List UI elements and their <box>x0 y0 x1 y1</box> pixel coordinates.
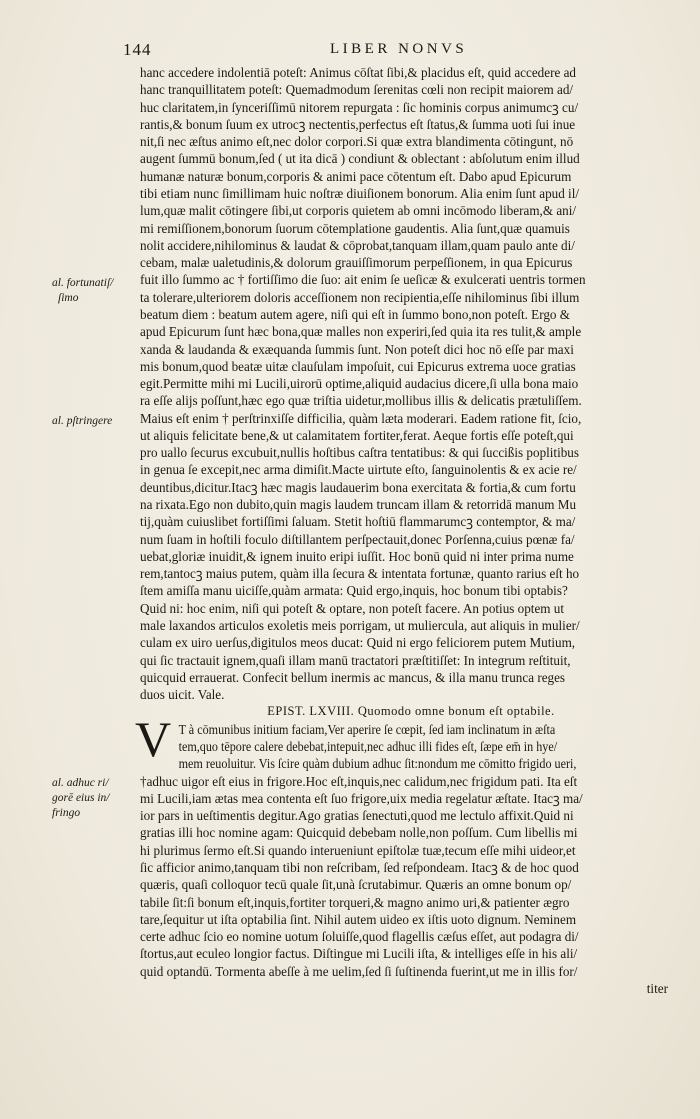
text-line: augent ſummū bonum,ſed ( ut ita dicā ) condiunt & oblectant : abſolutum enim illud <box>140 151 580 167</box>
text-line: hanc accedere indolentiā poteſt: Animus cōſtat ſibi,& placidus eſt, quid accedere ad <box>140 65 576 80</box>
marginal-note-line: al. pſtringere <box>52 415 113 427</box>
text-line: tem,quo tēpore calere debebat,intepuit,nec adhuc illi fides eſt, ſæpe em̄ in hye/ <box>178 738 558 754</box>
epistle-heading: EPIST. LXVIII. Quomodo omne bonum eſt optabile. <box>267 704 555 719</box>
text-line: Quid ni: hoc enim, niſi qui poteſt & optare, non poteſt facere. An potius optem ut <box>140 600 565 616</box>
text-line: Maius eſt enim † perſtrinxiſſe difficilia, quàm læta moderari. Eadem ratione fit, ſcio, <box>140 410 582 426</box>
text-line: beatum diem : beatum autem agere, niſi qui eſt in ſummo bono,non poteſt. Ergo & <box>140 306 570 322</box>
letter-ending-block <box>140 64 682 703</box>
text-line: mis bonum,quod beatæ uitæ clauſulam impoſuit, cui Epicurus extrema uoce gratias <box>140 358 576 374</box>
text-line: quicquid errauerat. Confecit bellum inermis ac mancus, & illa manu trunca reges <box>140 669 566 685</box>
text-line: huc claritatem,in ſynceriſſimū nitorem repurgata : ſic hominis corpus animumcꝫ cu/ <box>140 99 579 115</box>
text-line: ſtem amiſſa manu uiciſſe,quàm armata: Quid ergo,inquis, hoc bonum tibi optabis? <box>140 583 568 599</box>
text-line: male laxandos articulos exoletis meis porrigam, ut muliercula, aut aliquis in mulier/ <box>140 618 580 633</box>
text-line: quid optandū. Tormenta abeſſe à me uelim,ſed ſi ſuſtinenda fuerint,ut me in illis for/ <box>140 963 578 979</box>
text-line: cebam, malæ ualetudinis,& dolorum grauiſſimorum perpeſſionem, in qua Epicurus <box>140 255 573 271</box>
text-line: uebat,gloriæ inuidit,& ignem inuito eripi iuſſit. Hoc bonū quid ni inter prima nume <box>140 548 574 564</box>
text-line: nit,ſi nec æſtus animo eſt,nec dolor corpori.Si quæ extra blandimenta cōtingunt, nō <box>140 134 574 150</box>
text-line: tare,ſequitur ut iſta optabilia ſint. Nihil autem uideo ex iſtis uoto dignum. Neminem <box>140 911 577 927</box>
text-line: mi remiſſionem,bonorum ſuorum cōtemplatione gaudentis. Alia ſunt,quæ quamuis <box>140 220 570 236</box>
text-line: na rixata.Ego non dubito,quin magis laudem truncam illam & retorridā manum Mu <box>140 497 577 513</box>
text-line: pro uallo ſecurus excubuit,nullis hoſtibus caſtra tentatibus: & qui ſuccißis poplitibus <box>140 445 579 461</box>
marginal-note-line: al. adhuc ri/ <box>52 777 109 789</box>
marginal-note-fortunatissimo <box>52 276 142 306</box>
drop-cap: V <box>135 711 172 767</box>
text-line: num ſuam in hoſtili foculo diſtillantem perſpectauit,donec Porſenna,cuius pœnæ fa/ <box>140 531 575 547</box>
text-line: ta tolerare,ulteriorem doloris acceſſionem non recipientia,eſſe nihilominus ſibi illum <box>140 289 580 305</box>
running-head: LIBER NONVS <box>330 41 468 57</box>
text-line: xanda & laudanda & exæquanda ſummis ſunt. Non poteſt dici hoc nō eſſe par maxi <box>140 341 574 357</box>
text-line: †adhuc uigor eſt eius in frigore.Hoc eſt,inquis,nec calidum,nec frigidum pati. Ita eſt <box>140 773 578 789</box>
text-line: ra eſſe alijs poſſunt,hæc ego quæ triſtia uidetur,mollibus illis & delicatis prætuliſſem. <box>140 393 582 409</box>
text-line: apud Epicurum ſunt hæc bona,quæ malles non experiri,ſed quia ita res tulit,& ample <box>140 324 582 340</box>
text-line: rem,tantocꝫ maius putem, quàm illa ſecura & intentata fortunæ, quanto rarius eſt ho <box>140 566 580 582</box>
folio-number: 144 <box>123 40 152 59</box>
marginal-note-line: ſimo <box>58 292 79 304</box>
text-line: certe adhuc ſcio eo nomine uotum ſoluiſſe,quod flagellis cæſus eſſet, aut podagra di/ <box>140 929 579 945</box>
text-line: deuntibus,dicitur.Itacꝫ hæc magis laudauerim bona exercitata & fortia,& cum fortu <box>140 479 576 495</box>
text-line: lum,quæ malit cōtingere ſibi,ut corporis quietem ab omni incōmodo liberam,& ani/ <box>140 203 577 219</box>
text-line: humanæ naturæ bonum,corporis & animi pace cōtentum eſt. Dabo apud Epicurum <box>140 168 572 184</box>
text-line: quæris, quaſi colloquor tecū quale ſit,unà ſcrutabimur. Quæris an omne bonum op/ <box>140 877 572 893</box>
text-line: egit.Permitte mihi mi Lucili,uirorū optime,aliquid audacius dicere,ſi ulla bona maio <box>140 376 579 392</box>
page-header <box>0 40 700 60</box>
marginal-note-line: gorē eius in/ <box>52 792 110 804</box>
main-text-block <box>140 64 682 997</box>
text-line: nolit accidere,nihilominus & laudat & cōprobat,tanquam illam,quam paulo ante di/ <box>140 237 575 253</box>
text-line: mi Lucili,iam ætas mea contenta eſt ſuo frigore,uix media regelatur æſtate. Itacꝫ ma/ <box>140 790 583 806</box>
text-line: ior pars in ueſtimentis degitur.Ago gratias ſenectuti,quod me lectulo affixit.Quid ni <box>140 808 574 824</box>
text-line: qui ſic tractauit ignem,quaſi illam manū tractatori præſtitiſſet: In integrum reſtituit, <box>140 652 571 668</box>
catchword: titer <box>646 980 668 996</box>
text-line: tabile ſit:ſi bonum eſt,inquis,fortiter torqueri,& magno animo uri,& patienter ægro <box>140 894 570 910</box>
epistle-body-block <box>140 721 682 980</box>
text-line: duos uicit. Vale. <box>140 687 225 703</box>
text-line: fuit illo ſummo ac † fortiſſimo die ſuo: ait enim ſe ueſicæ & exulcerati uentris tormen <box>140 272 586 288</box>
marginal-note-perstringere <box>52 414 142 429</box>
text-line: mem reuoluitur. Vis ſcire quàm dubium adhuc ſit:nondum me cōmitto frigido ueri, <box>178 756 577 772</box>
text-line: gratias illi hoc nomine agam: Quicquid debebam nolle,non poſſum. Cum libellis mi <box>140 825 578 841</box>
text-line: ſtortus,aut eculeo longior factus. Diſtingue mi Lucili iſta, & intelliges eſſe in his ali/ <box>140 946 578 962</box>
text-line: in genua ſe excepit,nec arma dimiſit.Macte uirtute eſto, ſanguinolentis & ex acie re/ <box>140 462 577 478</box>
marginal-note-line: fringo <box>52 807 81 819</box>
text-line: hanc tranquillitatem poteſt: Quemadmodum ſerenitas cœli non recipit maiorem ad/ <box>140 82 574 98</box>
marginal-note-adhuc-rigorem <box>52 776 142 821</box>
text-line: T à cōmunibus initium faciam,Ver aperire ſe cœpit, ſed iam inclinatum in æſta <box>178 721 556 737</box>
text-line: tibi etiam nunc ſimillimam huic noſtræ diuiſionem bonorum. Alia enim ſunt apud il/ <box>140 185 580 201</box>
text-line: ut aliquis felicitate bene,& ut calamitatem fortiter,ferat. Aeque fortis eſſe poteſt,qui <box>140 427 574 443</box>
text-line: rantis,& bonum ſuum ex utrocꝫ nectentis,perfectus eſt ſtatus,& ſumma uoti ſui inue <box>140 116 576 132</box>
marginal-note-line: al. fortunatiſ/ <box>52 277 114 289</box>
text-line: tij,quàm cuiuslibet fortiſſimi ſaluam. Stetit hoſtiū flammarumcꝫ contemptor, & ma/ <box>140 514 576 530</box>
text-line: hi plurimus ſermo eſt.Si quando interueniunt epiſtolæ tuæ,tecum eſſe mihi uideor,et <box>140 842 576 858</box>
text-line: ſic afficior animo,tanquam tibi non reſcribam, ſed reſpondeam. Itacꝫ & de hoc quod <box>140 859 579 875</box>
text-line: culam ex uiro uerſus,digitulos meos ducat: Quid ni ergo feliciorem putem Mutium, <box>140 635 576 651</box>
